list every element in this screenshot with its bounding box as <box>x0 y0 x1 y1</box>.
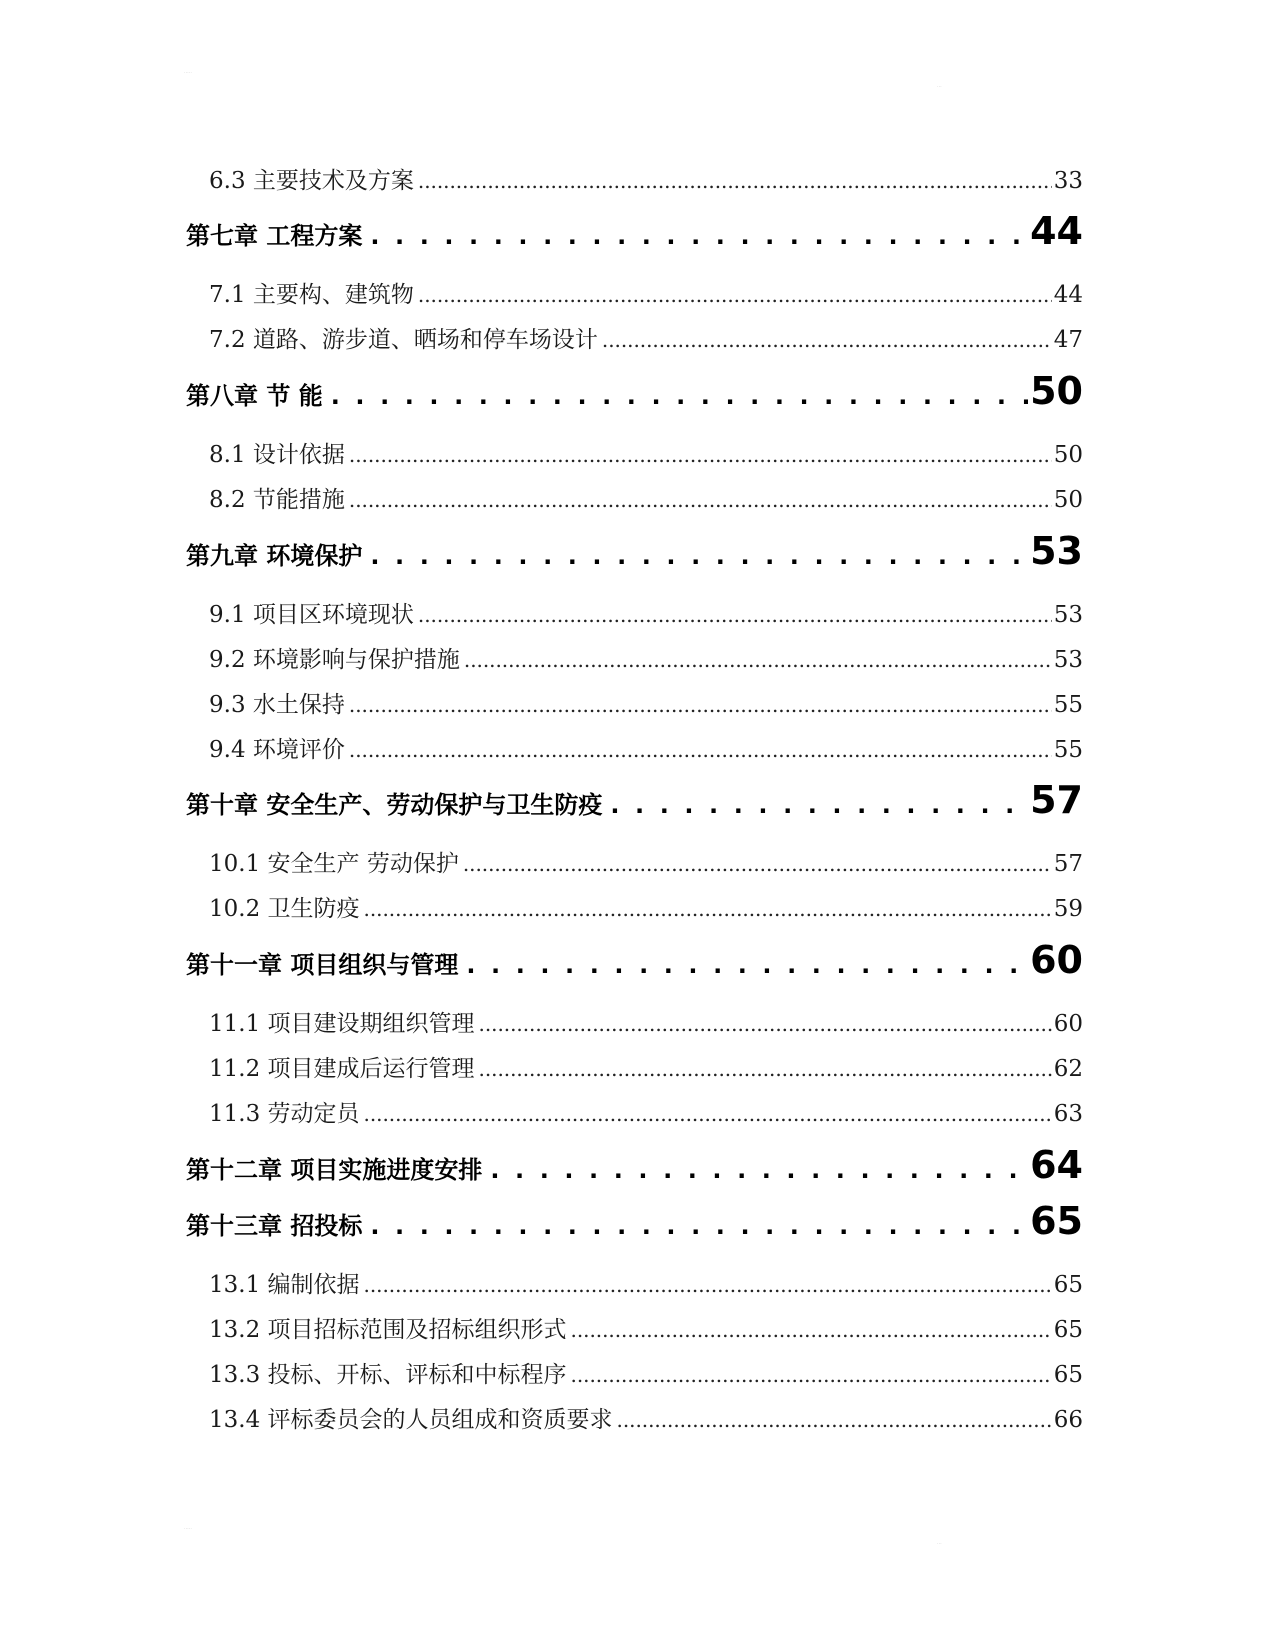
dot-leader <box>463 852 1052 876</box>
toc-entry-title: 6.3 主要技术及方案 <box>209 168 414 194</box>
toc-entry[interactable] <box>209 321 1083 351</box>
toc-entry-title: 13.3 投标、开标、评标和中标程序 <box>209 1362 567 1388</box>
toc-chapter-page: 57 <box>1030 778 1083 822</box>
toc-entry[interactable] <box>209 731 1083 761</box>
toc-entry[interactable] <box>209 162 1083 192</box>
toc-entry-title: 11.2 项目建成后运行管理 <box>209 1056 475 1082</box>
toc-chapter-title: 第八章 节 能 <box>186 382 323 410</box>
toc-entry-page: 53 <box>1053 602 1083 628</box>
toc-entry-title: 13.4 评标委员会的人员组成和资质要求 <box>209 1407 613 1433</box>
toc-entry[interactable] <box>209 276 1083 306</box>
dot-leader <box>331 382 1028 410</box>
toc-entry[interactable] <box>209 1005 1083 1035</box>
footer-mark-left: ····· <box>184 1526 192 1532</box>
dot-leader <box>370 542 1028 570</box>
toc-entry-title: 8.1 设计依据 <box>209 442 345 468</box>
toc-entry[interactable] <box>209 1266 1083 1296</box>
toc-entry-page: 47 <box>1053 327 1083 353</box>
dot-leader <box>349 488 1052 512</box>
dot-leader <box>602 328 1052 352</box>
toc-entry-title: 10.2 卫生防疫 <box>209 896 360 922</box>
toc-chapter-entry[interactable] <box>186 1143 1083 1187</box>
dot-leader <box>490 1156 1028 1184</box>
toc-entry-page: 57 <box>1053 851 1083 877</box>
toc-entry-title: 10.1 安全生产 劳动保护 <box>209 851 459 877</box>
toc-entry-title: 9.4 环境评价 <box>209 737 345 763</box>
toc-entry-title: 11.1 项目建设期组织管理 <box>209 1011 475 1037</box>
toc-chapter-page: 44 <box>1030 209 1083 253</box>
toc-chapter-entry[interactable] <box>186 1199 1083 1243</box>
toc-entry[interactable] <box>209 596 1083 626</box>
dot-leader <box>370 222 1028 250</box>
dot-leader <box>418 283 1052 307</box>
toc-entry-title: 9.2 环境影响与保护措施 <box>209 647 460 673</box>
toc-entry[interactable] <box>209 481 1083 511</box>
dot-leader <box>571 1363 1052 1387</box>
toc-chapter-title: 第十二章 项目实施进度安排 <box>186 1156 483 1184</box>
toc-chapter-title: 第十一章 项目组织与管理 <box>186 951 459 979</box>
header-mark-right: ··· <box>937 84 942 90</box>
dot-leader <box>364 1102 1052 1126</box>
dot-leader <box>479 1012 1052 1036</box>
toc-entry[interactable] <box>209 1095 1083 1125</box>
toc-chapter-entry[interactable] <box>186 778 1083 822</box>
footer-mark-right: ··· <box>937 1541 942 1547</box>
toc-entry[interactable] <box>209 686 1083 716</box>
dot-leader <box>349 443 1052 467</box>
toc-entry-page: 55 <box>1053 737 1083 763</box>
toc-entry-page: 62 <box>1053 1056 1083 1082</box>
toc-chapter-title: 第十三章 招投标 <box>186 1212 363 1240</box>
toc-entry-page: 59 <box>1053 896 1083 922</box>
dot-leader <box>349 693 1052 717</box>
toc-entry-title: 13.2 项目招标范围及招标组织形式 <box>209 1317 567 1343</box>
dot-leader <box>617 1408 1052 1432</box>
toc-chapter-entry[interactable] <box>186 369 1083 413</box>
toc-entry-title: 13.1 编制依据 <box>209 1272 360 1298</box>
dot-leader <box>418 603 1052 627</box>
dot-leader <box>364 1273 1052 1297</box>
toc-entry-page: 50 <box>1053 442 1083 468</box>
toc-entry[interactable] <box>209 641 1083 671</box>
toc-entry[interactable] <box>209 1311 1083 1341</box>
toc-entry-page: 66 <box>1053 1407 1083 1433</box>
dot-leader <box>418 169 1052 193</box>
toc-entry-page: 44 <box>1053 282 1083 308</box>
toc-entry[interactable] <box>209 845 1083 875</box>
dot-leader <box>571 1318 1052 1342</box>
toc-chapter-page: 50 <box>1030 369 1083 413</box>
dot-leader <box>610 791 1028 819</box>
toc-chapter-page: 64 <box>1030 1143 1083 1187</box>
toc-chapter-page: 53 <box>1030 529 1083 573</box>
dot-leader <box>349 738 1052 762</box>
toc-chapter-entry[interactable] <box>186 209 1083 253</box>
toc-chapter-page: 65 <box>1030 1199 1083 1243</box>
toc-chapter-title: 第七章 工程方案 <box>186 222 363 250</box>
toc-entry-title: 9.3 水土保持 <box>209 692 345 718</box>
toc-entry[interactable] <box>209 436 1083 466</box>
toc-entry-page: 63 <box>1053 1101 1083 1127</box>
toc-chapter-entry[interactable] <box>186 529 1083 573</box>
toc-entry-page: 65 <box>1053 1317 1083 1343</box>
toc-entry-title: 11.3 劳动定员 <box>209 1101 360 1127</box>
toc-entry-title: 7.2 道路、游步道、晒场和停车场设计 <box>209 327 598 353</box>
toc-chapter-title: 第九章 环境保护 <box>186 542 363 570</box>
toc-entry-page: 33 <box>1053 168 1083 194</box>
toc-chapter-entry[interactable] <box>186 938 1083 982</box>
toc-entry[interactable] <box>209 890 1083 920</box>
toc-entry-page: 65 <box>1053 1272 1083 1298</box>
toc-chapter-page: 60 <box>1030 938 1083 982</box>
toc-entry[interactable] <box>209 1050 1083 1080</box>
dot-leader <box>479 1057 1052 1081</box>
dot-leader <box>464 648 1052 672</box>
toc-entry[interactable] <box>209 1401 1083 1431</box>
toc-entry-page: 65 <box>1053 1362 1083 1388</box>
toc-entry-page: 60 <box>1053 1011 1083 1037</box>
toc-entry-page: 55 <box>1053 692 1083 718</box>
toc-chapter-title: 第十章 安全生产、劳动保护与卫生防疫 <box>186 791 603 819</box>
dot-leader <box>466 951 1028 979</box>
toc-entry-title: 7.1 主要构、建筑物 <box>209 282 414 308</box>
toc-entry-title: 9.1 项目区环境现状 <box>209 602 414 628</box>
dot-leader <box>370 1212 1028 1240</box>
toc-entry-page: 53 <box>1053 647 1083 673</box>
toc-entry-title: 8.2 节能措施 <box>209 487 345 513</box>
dot-leader <box>364 897 1052 921</box>
header-mark-left: ····· <box>184 70 192 76</box>
toc-entry-page: 50 <box>1053 487 1083 513</box>
toc-entry[interactable] <box>209 1356 1083 1386</box>
